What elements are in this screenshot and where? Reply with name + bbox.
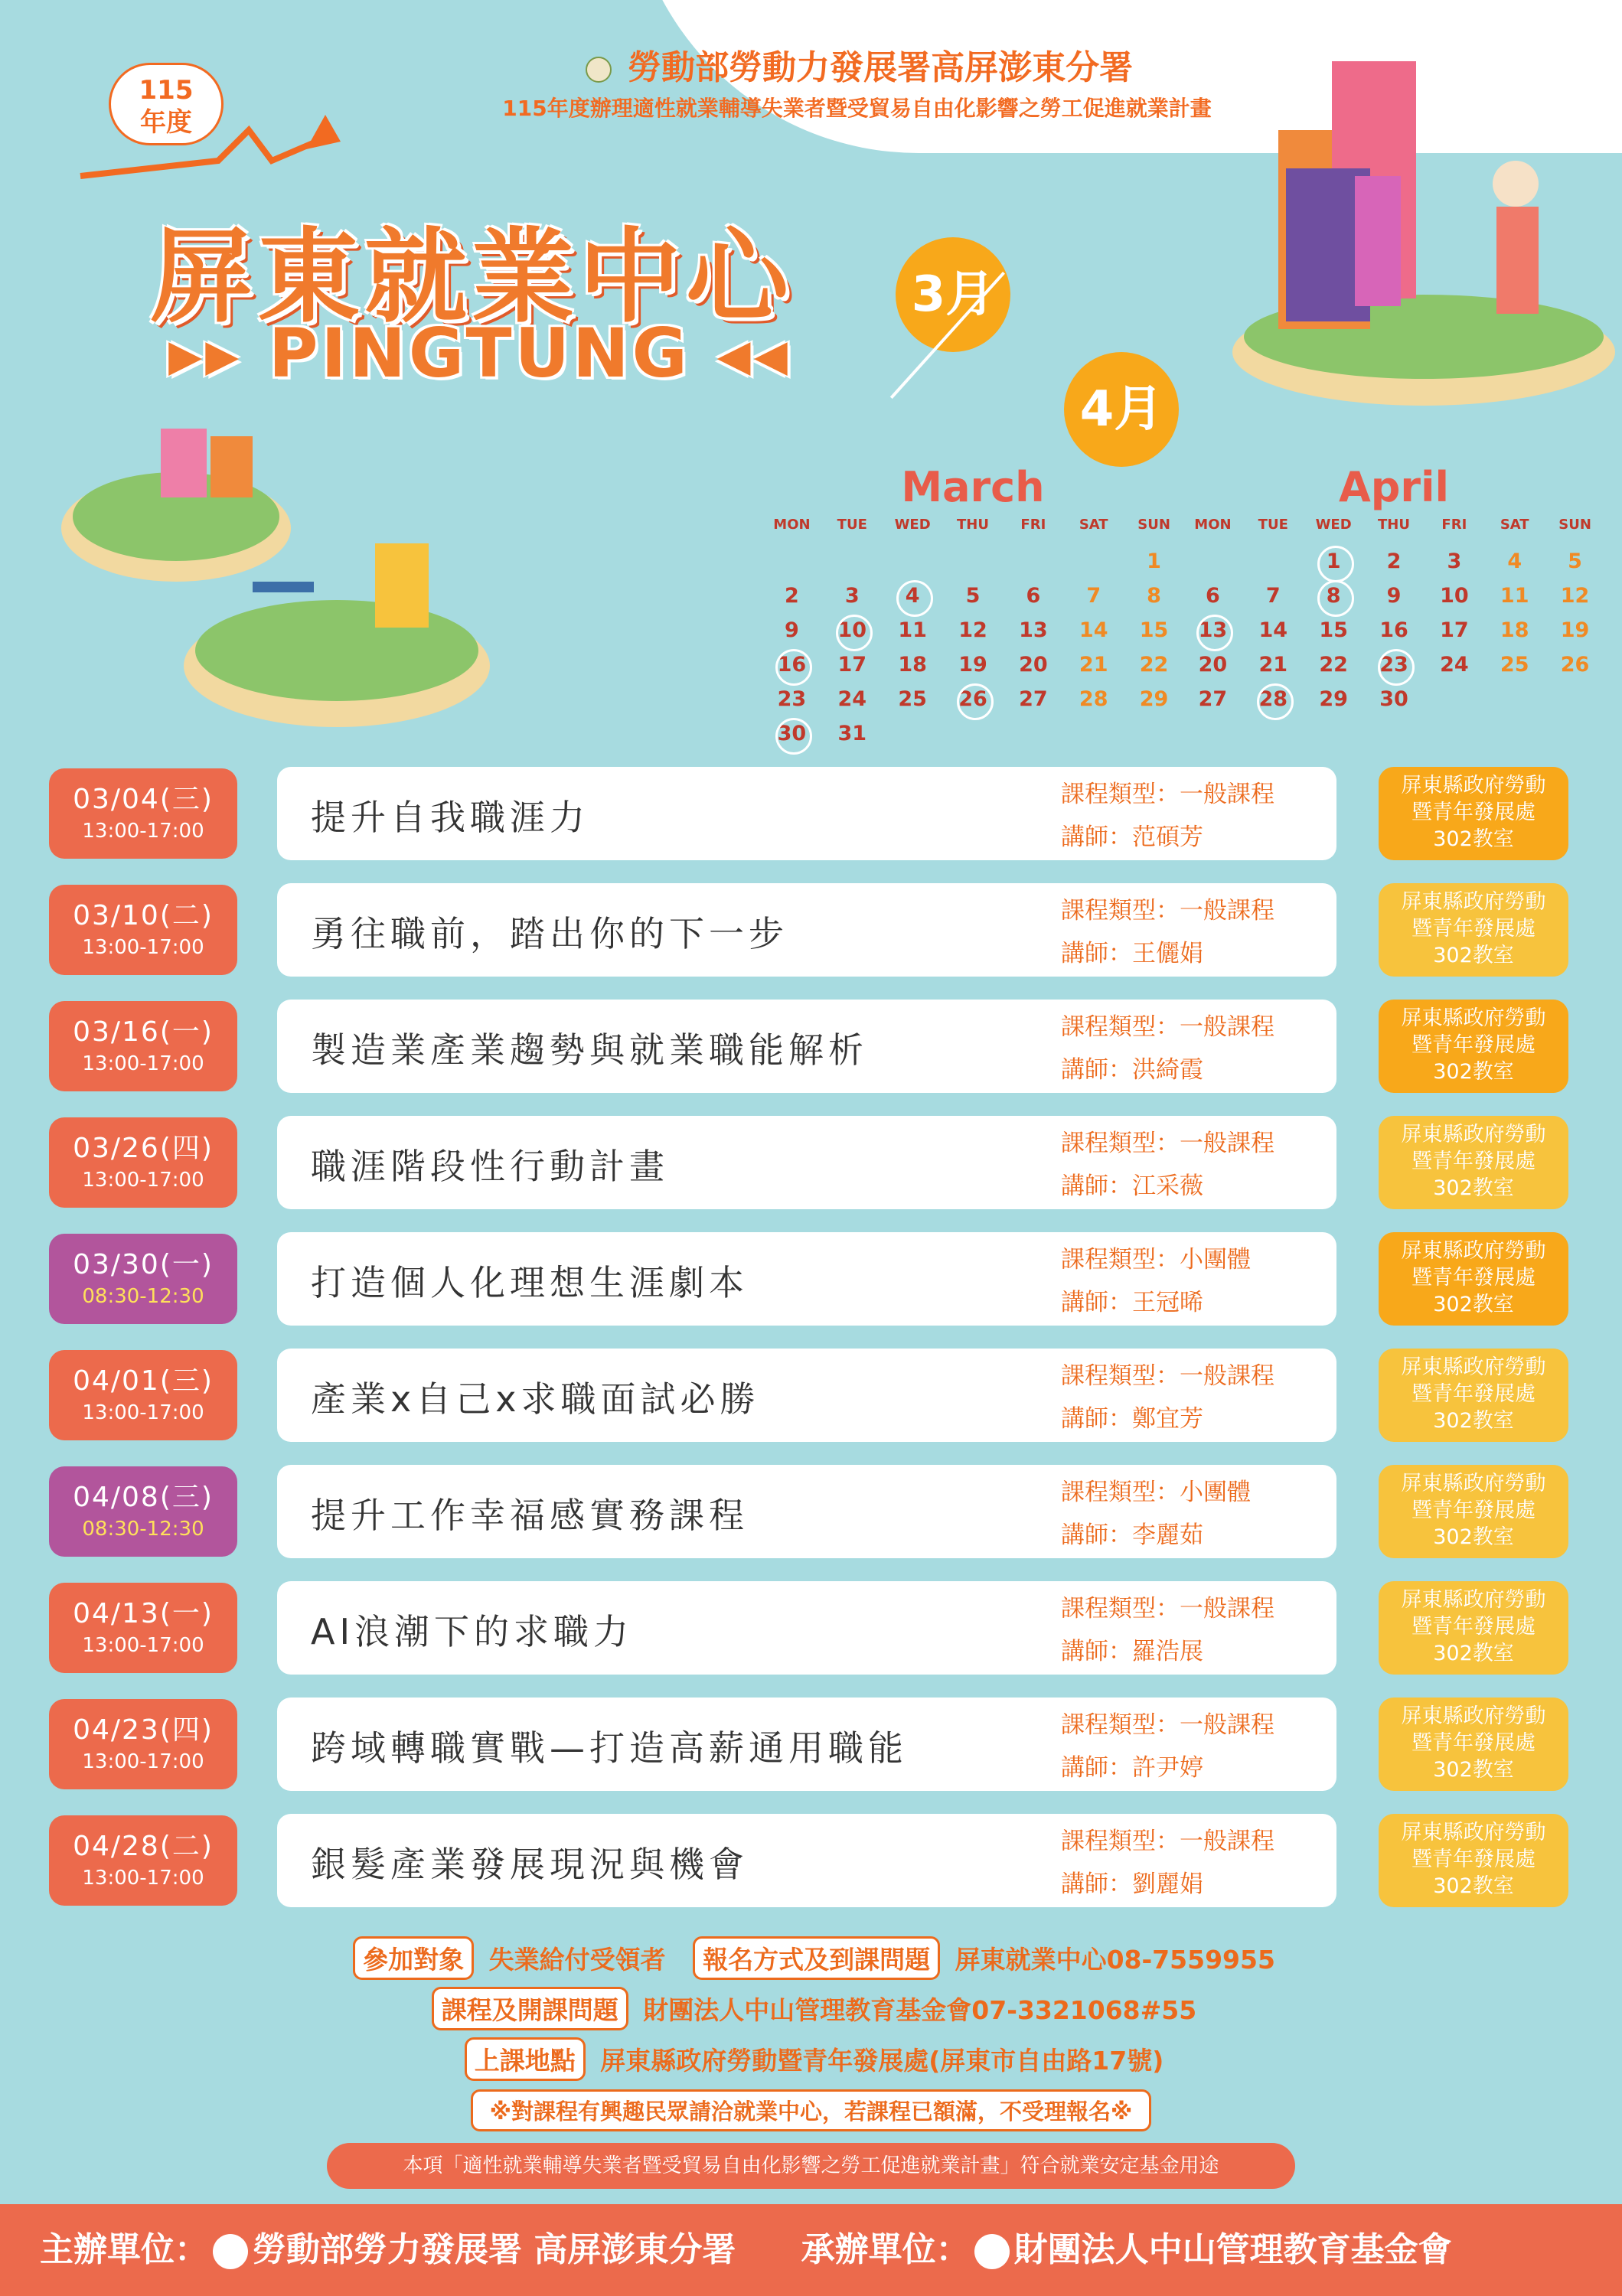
course-row[interactable]: [49, 1814, 1580, 1907]
weekday-label: FRI: [1441, 517, 1467, 533]
calendar-day: 26: [943, 682, 1004, 716]
course-type: 課程類型：一般課程: [1061, 1711, 1274, 1739]
location-line: 302教室: [1433, 944, 1514, 967]
course-teacher: 講師：洪綺霞: [1061, 1056, 1203, 1084]
calendar-march: [762, 463, 1184, 751]
calendar-day: [822, 544, 883, 579]
course-type: 課程類型：一般課程: [1061, 1362, 1274, 1390]
calendar-day: [1003, 544, 1063, 579]
course-date-badge: [49, 1583, 237, 1673]
ministry-logo-icon: [213, 2234, 248, 2269]
location-line: 302教室: [1433, 1758, 1514, 1782]
calendar-day: 3: [844, 584, 860, 608]
course-date-badge: [49, 768, 237, 859]
calendar-day: 23: [1364, 647, 1425, 682]
course-date: 04/23(四): [73, 1714, 214, 1746]
info-line-2: [0, 1987, 1622, 2030]
course-teacher: 講師：王冠晞: [1061, 1289, 1203, 1316]
calendar-week: [762, 682, 1184, 716]
course-inquiry-value: 財團法人中山管理教育基金會07-3321068#55: [643, 1995, 1197, 2025]
weekday-label: MON: [773, 517, 811, 533]
location-line: 302教室: [1433, 1409, 1514, 1433]
year-suffix: 年度: [140, 107, 192, 138]
location-line: 302教室: [1433, 1176, 1514, 1200]
course-teacher: 講師：羅浩展: [1061, 1638, 1203, 1665]
course-location-badge: [1379, 1465, 1568, 1558]
course-title: 產業x自己x求職面試必勝: [311, 1378, 760, 1420]
year-number: 115: [139, 75, 194, 106]
calendar-day: 22: [1139, 653, 1169, 677]
location-line: 暨青年發展處: [1411, 1615, 1536, 1639]
course-info-card: [277, 1814, 1336, 1907]
calendar-day: 23: [777, 687, 807, 711]
location-line: 屏東縣政府勞動: [1401, 774, 1546, 797]
calendar-day: 5: [1568, 550, 1582, 573]
info-line-3: [0, 2037, 1622, 2081]
calendar-day: 10: [822, 613, 883, 647]
location-line: 302教室: [1433, 1874, 1514, 1898]
calendar-day: 4: [1507, 550, 1522, 573]
course-date-badge: [49, 1234, 237, 1324]
calendar-days-march: [762, 544, 1184, 751]
course-info-card: [277, 883, 1336, 977]
calendar-day: 19: [1560, 618, 1590, 642]
calendar-week: [1183, 544, 1605, 579]
course-date: 03/16(一): [73, 1016, 214, 1048]
calendar-day: 22: [1319, 653, 1348, 677]
month-badge-april: 4月: [1064, 352, 1179, 467]
fund-note: 本項「適性就業輔導失業者暨受貿易自由化影響之勞工促進就業計畫」符合就業安定基金用途: [327, 2143, 1295, 2189]
calendar-week: [1183, 647, 1605, 682]
course-date-badge: [49, 1117, 237, 1208]
course-info-card: [277, 1232, 1336, 1326]
calendar-week: [762, 716, 1184, 751]
calendar-day: 18: [1500, 618, 1529, 642]
course-teacher: 講師：李麗茹: [1061, 1521, 1203, 1549]
course-title: 提升自我職涯力: [311, 797, 589, 838]
course-date: 04/01(三): [73, 1365, 214, 1397]
weekday-label: THU: [1378, 517, 1410, 533]
course-time: 08:30-12:30: [82, 1518, 204, 1541]
course-location-badge: [1379, 1698, 1568, 1791]
calendar-day: 20: [1198, 653, 1228, 677]
course-date: 03/10(二): [73, 900, 214, 931]
course-location-badge: [1379, 1000, 1568, 1093]
course-title: 跨域轉職實戰—打造高薪通用職能: [311, 1727, 908, 1769]
course-row[interactable]: [49, 1349, 1580, 1442]
calendar-weekday-row: [1183, 517, 1605, 544]
course-type: 課程類型：一般課程: [1061, 1595, 1274, 1623]
footer: [0, 2204, 1622, 2296]
calendar-day: [1183, 544, 1243, 579]
weekday-label: TUE: [1258, 517, 1288, 533]
calendar-day: 28: [1079, 687, 1108, 711]
calendar-day: 7: [1086, 584, 1101, 608]
calendar-day: 15: [1139, 618, 1169, 642]
location-line: 暨青年發展處: [1411, 1266, 1536, 1290]
course-teacher: 講師：王儷娟: [1061, 940, 1203, 967]
course-info-card: [277, 1581, 1336, 1675]
calendar-day: 13: [1183, 613, 1243, 647]
calendar-day: [1243, 544, 1304, 579]
course-title: 勇往職前，踏出你的下一步: [311, 913, 788, 954]
farm-illustration-icon: [1217, 46, 1615, 413]
calendar-week: [1183, 682, 1605, 716]
course-info-card: [277, 1000, 1336, 1093]
exec-label: 承辦單位：: [801, 2230, 970, 2269]
weekday-label: THU: [957, 517, 989, 533]
calendar-day: [762, 544, 822, 579]
course-location-badge: [1379, 1814, 1568, 1907]
course-info-card: [277, 767, 1336, 860]
location-line: 暨青年發展處: [1411, 1033, 1536, 1057]
course-title: 銀髮產業發展現況與機會: [311, 1844, 749, 1885]
exec-value: 財團法人中山管理教育基金會: [1013, 2230, 1452, 2269]
course-teacher: 講師：江采薇: [1061, 1172, 1203, 1200]
course-type: 課程類型：小團體: [1061, 1246, 1251, 1274]
course-row[interactable]: [49, 1232, 1580, 1326]
register-label: 報名方式及到課問題: [693, 1936, 940, 1980]
course-type: 課程類型：一般課程: [1061, 781, 1274, 808]
course-time: 13:00-17:00: [82, 1052, 204, 1075]
weekday-label: FRI: [1020, 517, 1046, 533]
course-info-card: [277, 1465, 1336, 1558]
calendar-day: 24: [1440, 653, 1469, 677]
subtitle: ▸▸ PINGTUNG ◂◂: [168, 314, 791, 393]
calendar-weekday-row: [762, 517, 1184, 544]
calendar-week: [762, 579, 1184, 613]
location-line: 屏東縣政府勞動: [1401, 1239, 1546, 1263]
calendar-days-april: [1183, 544, 1605, 716]
calendar-day: 13: [1019, 618, 1048, 642]
weekday-label: SAT: [1079, 517, 1108, 533]
course-type: 課程類型：一般課程: [1061, 1828, 1274, 1855]
calendar-day: 26: [1560, 653, 1590, 677]
course-date: 03/30(一): [73, 1249, 214, 1280]
calendar-week: [1183, 579, 1605, 613]
course-date: 03/04(三): [73, 784, 214, 815]
notice-text: ※對課程有興趣民眾請洽就業中心，若課程已額滿，不受理報名※: [471, 2089, 1151, 2131]
location-line: 暨青年發展處: [1411, 1382, 1536, 1406]
calendar-day: 18: [898, 653, 927, 677]
calendar-day: 9: [1386, 584, 1402, 608]
course-date-badge: [49, 1001, 237, 1091]
course-row[interactable]: [49, 1581, 1580, 1675]
location-line: 屏東縣政府勞動: [1401, 1123, 1546, 1146]
course-teacher: 講師：許尹婷: [1061, 1754, 1203, 1782]
calendar-day: 2: [785, 584, 799, 608]
location-line: 302教室: [1433, 827, 1514, 851]
calendar-day: 6: [1026, 584, 1041, 608]
weekday-label: SUN: [1558, 517, 1591, 533]
course-title: 打造個人化理想生涯劇本: [311, 1262, 749, 1303]
host-value: 勞動部勞力發展署 高屏澎東分署: [253, 2230, 736, 2269]
location-line: 暨青年發展處: [1411, 1150, 1536, 1173]
location-line: 屏東縣政府勞動: [1401, 1821, 1546, 1844]
calendar-day: 7: [1265, 584, 1281, 608]
calendar-day: [1484, 682, 1545, 716]
calendar-day: 6: [1206, 584, 1220, 608]
calendar-day: 31: [837, 722, 867, 745]
calendar-day: 17: [837, 653, 867, 677]
course-location-badge: [1379, 1232, 1568, 1326]
location-line: 屏東縣政府勞動: [1401, 890, 1546, 914]
notice-line: [0, 2089, 1622, 2131]
location-line: 302教室: [1433, 1060, 1514, 1084]
weekday-label: TUE: [837, 517, 867, 533]
calendar-day: 1: [1147, 550, 1161, 573]
calendar-day: 21: [1079, 653, 1108, 677]
calendar-week: [762, 647, 1184, 682]
calendar-day: 19: [958, 653, 987, 677]
course-date: 04/28(二): [73, 1831, 214, 1862]
calendar-day: 14: [1079, 618, 1108, 642]
course-teacher: 講師：劉麗娟: [1061, 1870, 1203, 1898]
course-title: 製造業產業趨勢與就業職能解析: [311, 1029, 868, 1071]
calendar-day: 9: [785, 618, 799, 642]
course-row[interactable]: [49, 767, 1580, 860]
venue-label: 上課地點: [465, 2037, 586, 2081]
calendar-day: 20: [1019, 653, 1048, 677]
calendar-day: 30: [1379, 687, 1408, 711]
course-info-card: [277, 1349, 1336, 1442]
location-line: 屏東縣政府勞動: [1401, 1006, 1546, 1030]
course-time: 13:00-17:00: [82, 1401, 204, 1424]
course-time: 08:30-12:30: [82, 1285, 204, 1308]
month-badge-march: 3月: [896, 237, 1010, 352]
calendar-day: 10: [1440, 584, 1469, 608]
organizer-text: 勞動部勞動力發展署高屏澎東分署: [628, 48, 1134, 87]
location-line: 暨青年發展處: [1411, 1499, 1536, 1522]
calendar-day: 21: [1258, 653, 1288, 677]
calendar-day: 12: [1560, 584, 1590, 608]
calendar-day: 5: [965, 584, 981, 608]
calendar-day: 15: [1319, 618, 1348, 642]
course-type: 課程類型：一般課程: [1061, 897, 1274, 925]
course-row[interactable]: [49, 883, 1580, 977]
calendar-day: 29: [1319, 687, 1348, 711]
weekday-label: WED: [894, 517, 931, 533]
weekday-label: SUN: [1137, 517, 1170, 533]
course-row[interactable]: [49, 1698, 1580, 1791]
calendar-day: [1424, 682, 1484, 716]
calendar-day: [1545, 682, 1605, 716]
calendar-day: 3: [1447, 550, 1462, 573]
course-time: 13:00-17:00: [82, 1750, 204, 1773]
calendar-title-march: March: [901, 463, 1045, 511]
course-time: 13:00-17:00: [82, 820, 204, 843]
location-line: 屏東縣政府勞動: [1401, 1472, 1546, 1495]
calendar-day: [1003, 716, 1063, 751]
register-value: 屏東就業中心08-7559955: [955, 1945, 1275, 1975]
course-info-card: [277, 1698, 1336, 1791]
location-line: 302教室: [1433, 1525, 1514, 1549]
calendar-day: [883, 716, 943, 751]
course-row[interactable]: [49, 1116, 1580, 1209]
location-line: 暨青年發展處: [1411, 801, 1536, 824]
calendar-day: [1124, 716, 1184, 751]
host-label: 主辦單位：: [40, 2230, 208, 2269]
calendar-day: [943, 716, 1004, 751]
location-line: 屏東縣政府勞動: [1401, 1704, 1546, 1728]
calendar-april: [1183, 463, 1605, 716]
venue-value: 屏東縣政府勞動暨青年發展處(屏東市自由路17號): [600, 2046, 1164, 2076]
course-date: 04/08(三): [73, 1482, 214, 1513]
calendar-day: 25: [1500, 653, 1529, 677]
arrow-icon: [73, 107, 348, 184]
course-time: 13:00-17:00: [82, 1867, 204, 1890]
calendar-day: [883, 544, 943, 579]
calendar-day: [943, 544, 1004, 579]
calendar-day: 1: [1304, 544, 1364, 579]
calendar-week: [762, 544, 1184, 579]
location-line: 暨青年發展處: [1411, 1731, 1536, 1755]
location-line: 屏東縣政府勞動: [1401, 1588, 1546, 1612]
course-date-badge: [49, 1350, 237, 1440]
calendar-day: 4: [883, 579, 943, 613]
calendar-day: 8: [1304, 579, 1364, 613]
course-title: 提升工作幸福感實務課程: [311, 1495, 749, 1536]
weekday-label: WED: [1315, 517, 1352, 533]
course-time: 13:00-17:00: [82, 936, 204, 959]
calendar-title-april: April: [1338, 463, 1450, 511]
calendar-week: [1183, 613, 1605, 647]
weekday-label: MON: [1194, 517, 1232, 533]
calendar-day: 11: [898, 618, 927, 642]
weekday-label: SAT: [1500, 517, 1529, 533]
course-location-badge: [1379, 1349, 1568, 1442]
course-date-badge: [49, 1815, 237, 1906]
course-location-badge: [1379, 767, 1568, 860]
audience-value: 失業給付受領者: [488, 1945, 666, 1975]
course-teacher: 講師：范碩芳: [1061, 823, 1203, 851]
calendar-day: 28: [1243, 682, 1304, 716]
calendar-day: 16: [1379, 618, 1408, 642]
calendar-day: 16: [762, 647, 822, 682]
calendar-day: 27: [1019, 687, 1048, 711]
course-title: 職涯階段性行動計畫: [311, 1146, 669, 1187]
course-type: 課程類型：一般課程: [1061, 1130, 1274, 1157]
course-info-card: [277, 1116, 1336, 1209]
course-time: 13:00-17:00: [82, 1634, 204, 1657]
course-title: AI浪潮下的求職力: [311, 1611, 634, 1652]
course-row[interactable]: [49, 1000, 1580, 1093]
calendar-day: 24: [837, 687, 867, 711]
course-inquiry-label: 課程及開課問題: [432, 1987, 628, 2030]
calendar-day: 30: [762, 716, 822, 751]
audience-label: 參加對象: [353, 1936, 474, 1980]
calendar-day: 29: [1139, 687, 1169, 711]
calendar-day: 2: [1386, 550, 1402, 573]
calendar-day: [1063, 544, 1124, 579]
course-location-badge: [1379, 883, 1568, 977]
course-time: 13:00-17:00: [82, 1169, 204, 1192]
calendar-day: 11: [1500, 584, 1529, 608]
calendar-day: 14: [1258, 618, 1288, 642]
course-date: 04/13(一): [73, 1598, 214, 1629]
course-teacher: 講師：鄭宜芳: [1061, 1405, 1203, 1433]
calendar-day: 17: [1440, 618, 1469, 642]
course-date-badge: [49, 885, 237, 975]
course-date-badge: [49, 1699, 237, 1789]
main-title: 屏東就業中心: [150, 217, 794, 337]
calendar-day: 12: [958, 618, 987, 642]
location-line: 屏東縣政府勞動: [1401, 1355, 1546, 1379]
calendar-day: [1063, 716, 1124, 751]
island-illustration-icon: [46, 413, 490, 735]
info-line-1: [0, 1936, 1622, 1980]
course-type: 課程類型：一般課程: [1061, 1013, 1274, 1041]
ministry-logo-icon: [586, 57, 612, 83]
calendar-day: 25: [898, 687, 927, 711]
course-type: 課程類型：小團體: [1061, 1479, 1251, 1506]
location-line: 暨青年發展處: [1411, 1848, 1536, 1871]
course-location-badge: [1379, 1581, 1568, 1675]
location-line: 302教室: [1433, 1293, 1514, 1316]
course-date: 03/26(四): [73, 1133, 214, 1164]
course-date-badge: [49, 1466, 237, 1557]
plan-title: 115年度辦理適性就業輔導失業者暨受貿易自由化影響之勞工促進就業計畫: [502, 96, 1212, 121]
foundation-logo-icon: [974, 2234, 1010, 2269]
calendar-day: 27: [1198, 687, 1228, 711]
calendar-day: 8: [1147, 584, 1161, 608]
location-line: 302教室: [1433, 1642, 1514, 1665]
course-row[interactable]: [49, 1465, 1580, 1558]
calendar-week: [762, 613, 1184, 647]
course-location-badge: [1379, 1116, 1568, 1209]
location-line: 暨青年發展處: [1411, 917, 1536, 941]
